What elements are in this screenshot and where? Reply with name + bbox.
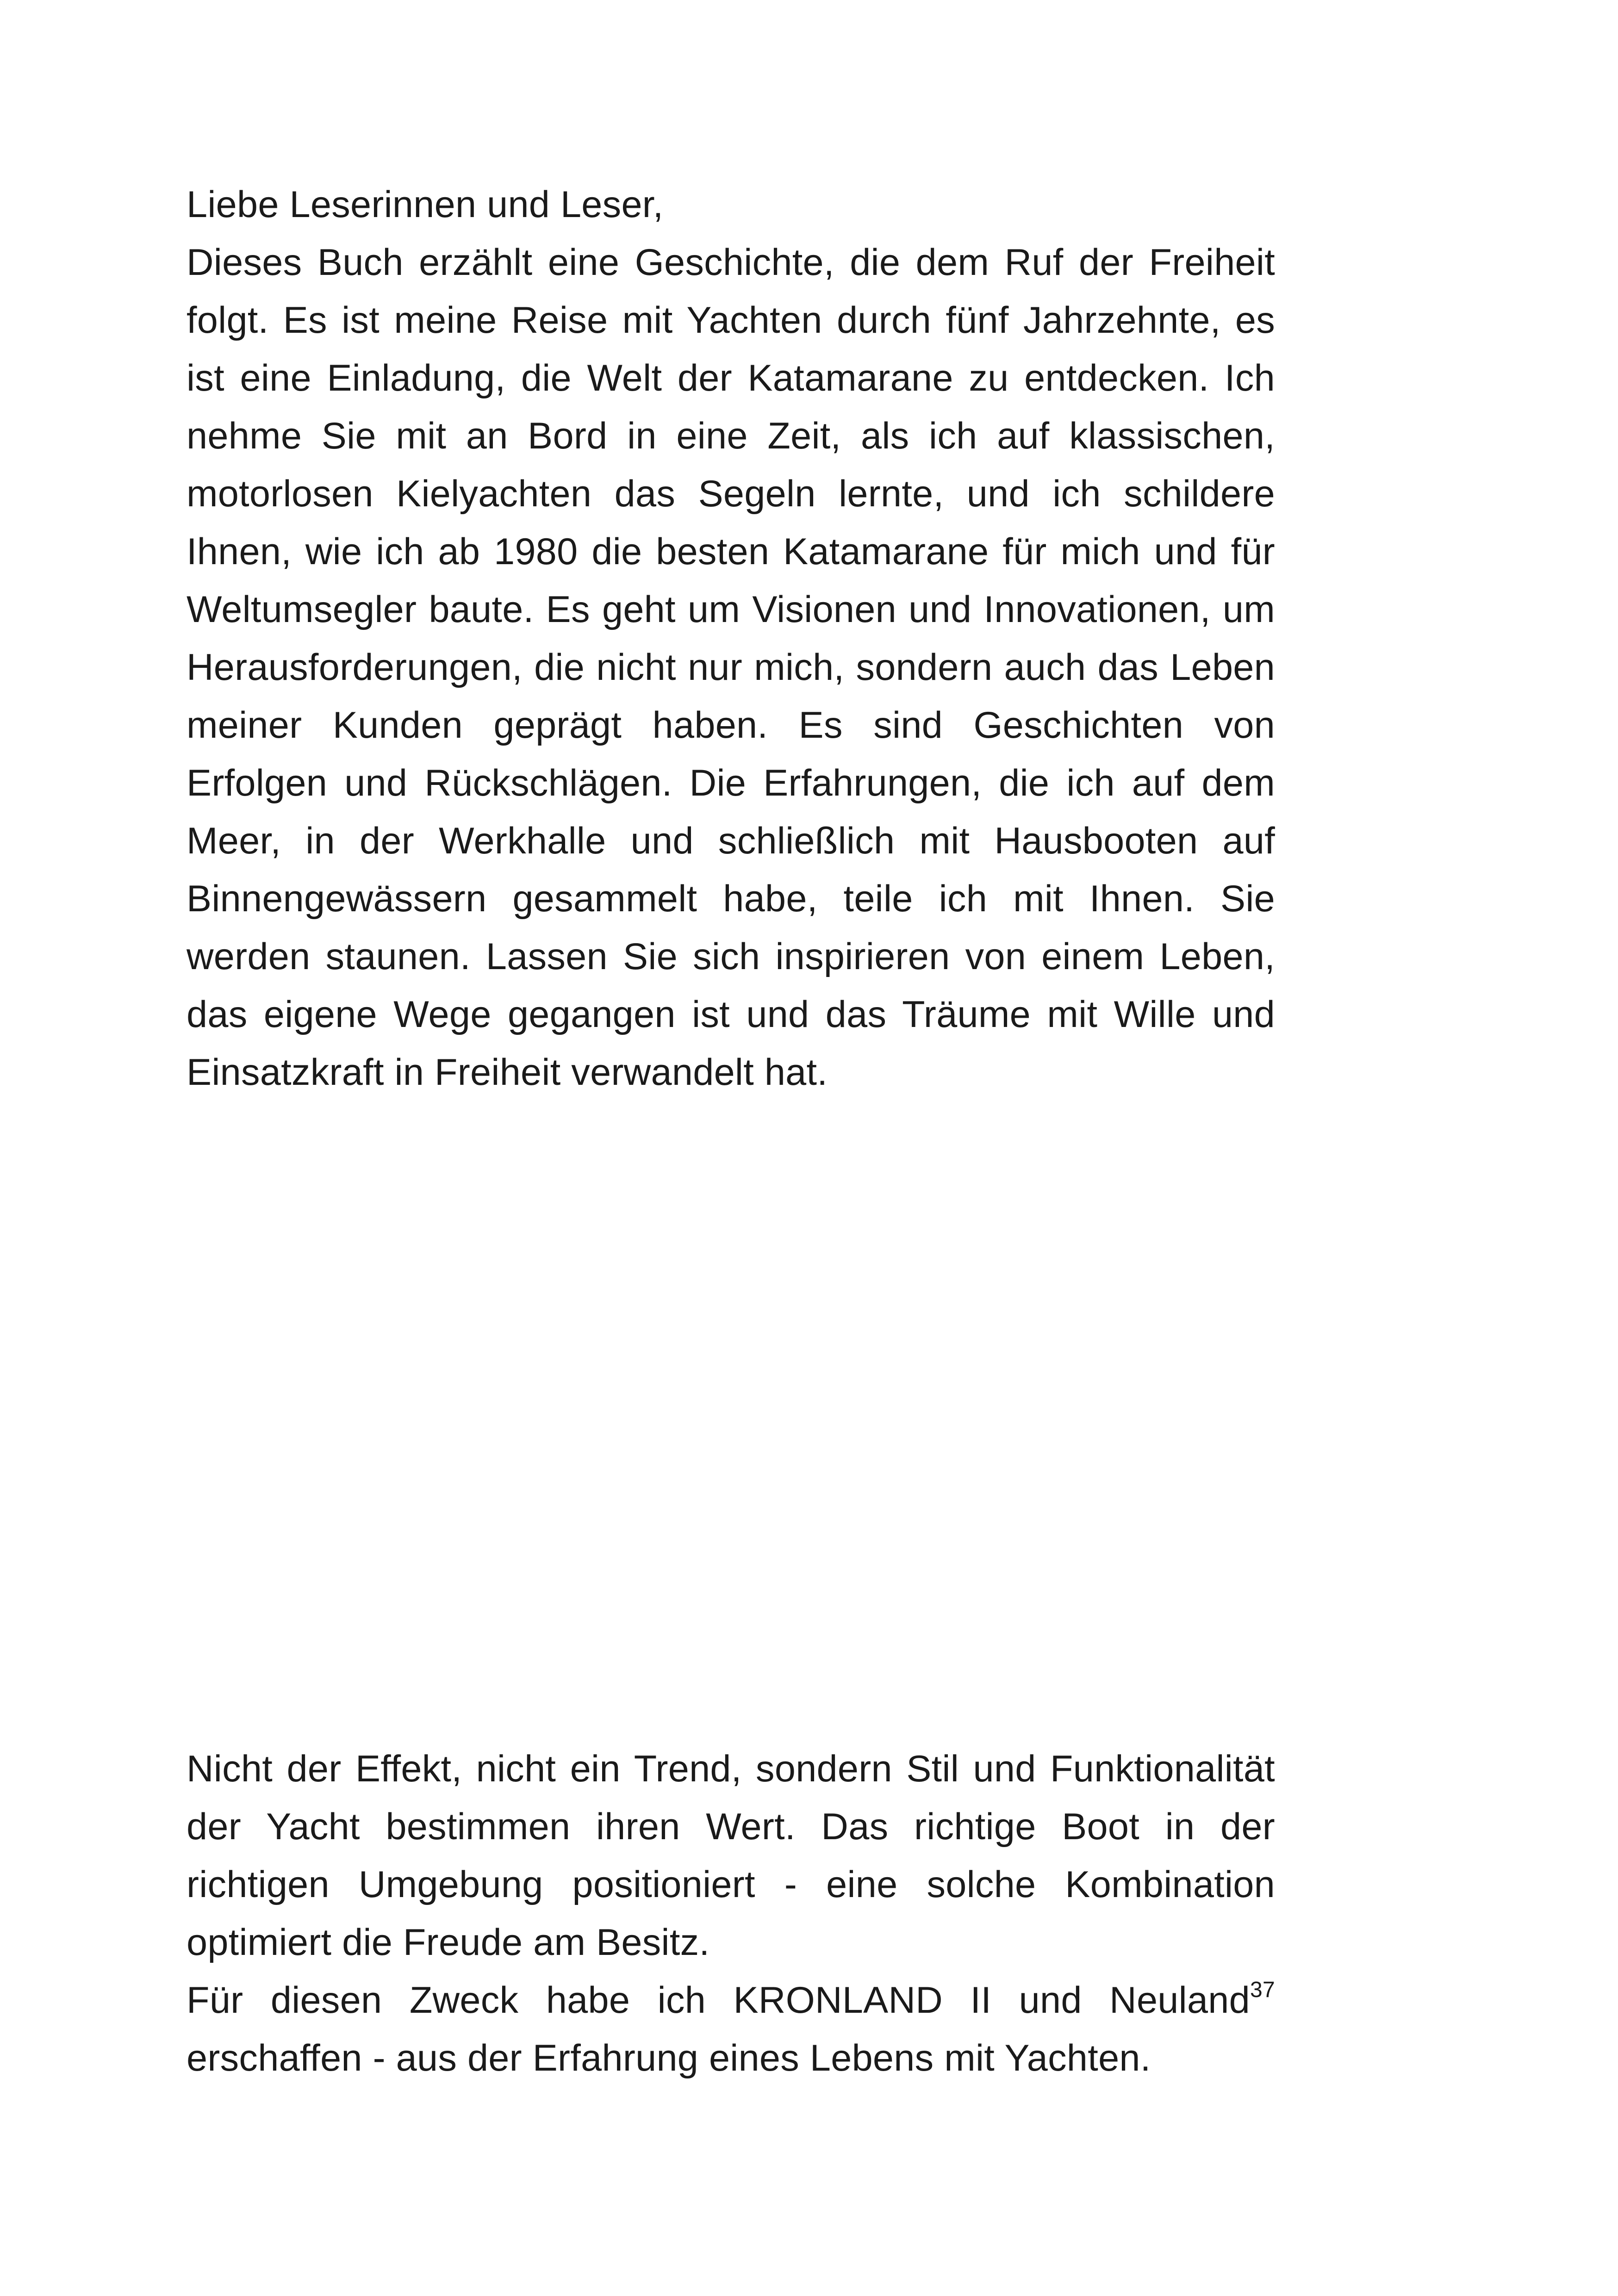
intro-paragraph: Dieses Buch erzählt eine Geschichte, die dem Ruf der Freiheit folgt. Es ist meine Reise mit Yachten durch fünf Jahrzehnte, es ist eine Einladung, die Welt der Katamarane zu entdecken. Ich nehme Sie mit an Bord in eine Zeit, als ich auf klassischen, motorlosen Kielyachten das Segeln lernte, und ich schildere Ihnen, wie ich ab 1980 die besten Katamarane für mich und für Weltumsegler baute. Es geht um Visionen und Innovationen, um Herausforderungen, die nicht nur mich, sondern auch das Leben meiner Kunden geprägt haben. Es sind Geschichten von Erfolgen und Rückschlägen. Die Erfahrungen, die ich auf dem Meer, in der Werkhalle und schließlich mit Hausbooten auf Binnengewässern gesammelt habe, teile ich mit Ihnen. Sie werden staunen. Lassen Sie sich inspirieren von einem Leben, das eigene Wege gegangen ist und das Träume mit Wille und Einsatzkraft in Freiheit verwandelt hat. [187,242,1275,1093]
closing-section [187,1740,1275,2087]
closing-statement-start: Für diesen Zweck habe ich KRONLAND II und Neuland [187,1979,1250,2021]
closing-paragraph: Nicht der Effekt, nicht ein Trend, sondern Stil und Funktionalität der Yacht bestimmen ihren Wert. Das richtige Boot in der richtigen Umgebung positioniert - eine solche Kombination optimiert die Freude am Besitz. [187,1748,1275,1963]
closing-statement-end: erschaffen - aus der Erfahrung eines Lebens mit Yachten. [187,2037,1151,2079]
footnote-reference: 37 [1250,1978,1275,2002]
greeting-line: Liebe Leserinnen und Leser, [187,184,664,225]
closing-statement [187,1972,1275,2087]
intro-section [187,176,1275,1101]
